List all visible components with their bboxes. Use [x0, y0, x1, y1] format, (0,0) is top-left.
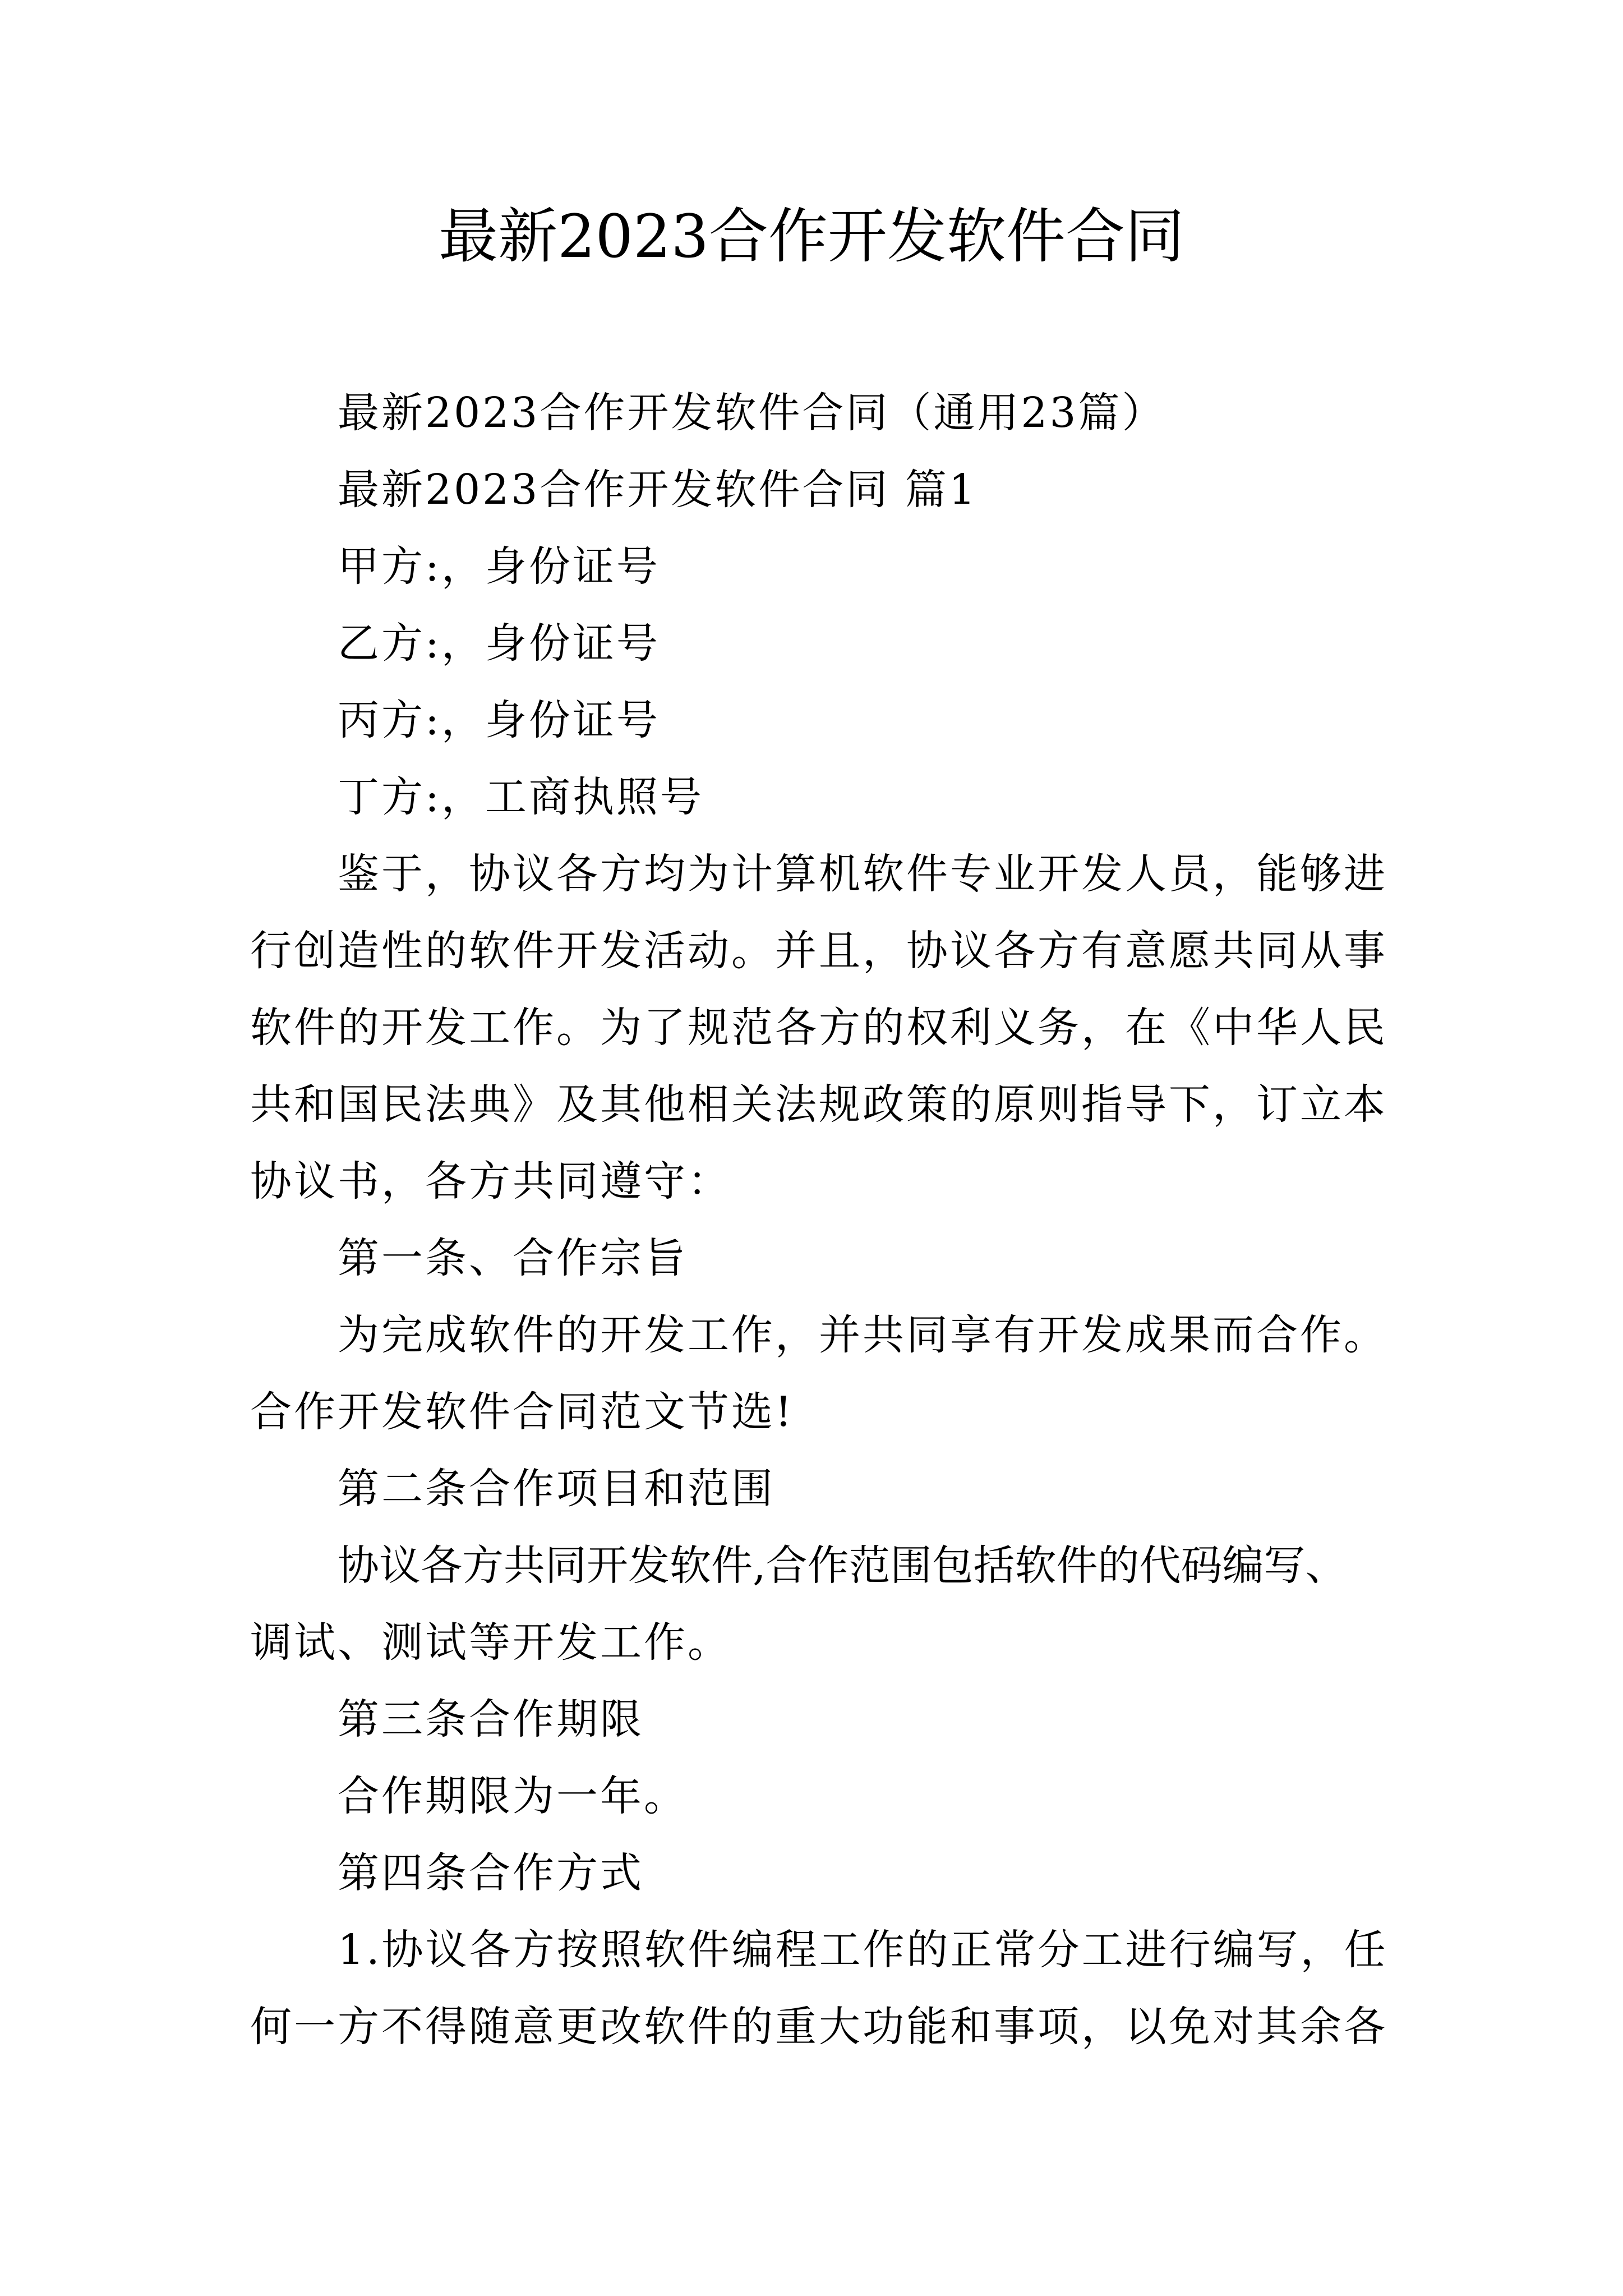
party-d-line: 丁方:，工商执照号 — [338, 773, 704, 821]
document-title: 最新2023合作开发软件合同 — [439, 202, 1184, 271]
paragraph-line: 鉴于，协议各方均为计算机软件专业开发人员，能够进 — [338, 850, 1387, 898]
party-c-line: 丙方:，身份证号 — [338, 696, 660, 744]
paragraph-line: 共和国民法典》及其他相关法规政策的原则指导下，订立本 — [250, 1080, 1387, 1129]
document-body — [250, 375, 1388, 2065]
subtitle-line: 最新2023合作开发软件合同（通用23篇） — [338, 389, 1166, 437]
paragraph-line: 调试、测试等开发工作。 — [250, 1618, 731, 1667]
article-heading: 第二条合作项目和范围 — [338, 1465, 775, 1513]
paragraph-line: 行创造性的软件开发活动。并且，协议各方有意愿共同从事 — [250, 927, 1387, 975]
article-heading: 第一条、合作宗旨 — [338, 1234, 688, 1282]
paragraph-line: 合作开发软件合同范文节选! — [250, 1388, 794, 1436]
paragraph-line: 协议各方共同开发软件,合作范围包括软件的代码编写、 — [338, 1542, 1347, 1590]
article-heading: 第三条合作期限 — [338, 1695, 644, 1743]
party-a-line: 甲方:，身份证号 — [338, 542, 660, 591]
paragraph-line: 合作期限为一年。 — [338, 1772, 688, 1820]
paragraph-line: 为完成软件的开发工作，并共同享有开发成果而合作。 — [338, 1311, 1387, 1359]
paragraph-line: 协议书，各方共同遵守： — [250, 1157, 731, 1205]
paragraph-line: 何一方不得随意更改软件的重大功能和事项，以免对其余各 — [250, 2003, 1387, 2051]
section-heading: 最新2023合作开发软件合同 篇1 — [338, 466, 978, 514]
paragraph-line: 软件的开发工作。为了规范各方的权利义务，在《中华人民 — [250, 1004, 1387, 1052]
article-heading: 第四条合作方式 — [338, 1849, 644, 1897]
paragraph-line: 1.协议各方按照软件编程工作的正常分工进行编写，任 — [338, 1926, 1388, 1974]
party-b-line: 乙方:，身份证号 — [338, 619, 660, 668]
